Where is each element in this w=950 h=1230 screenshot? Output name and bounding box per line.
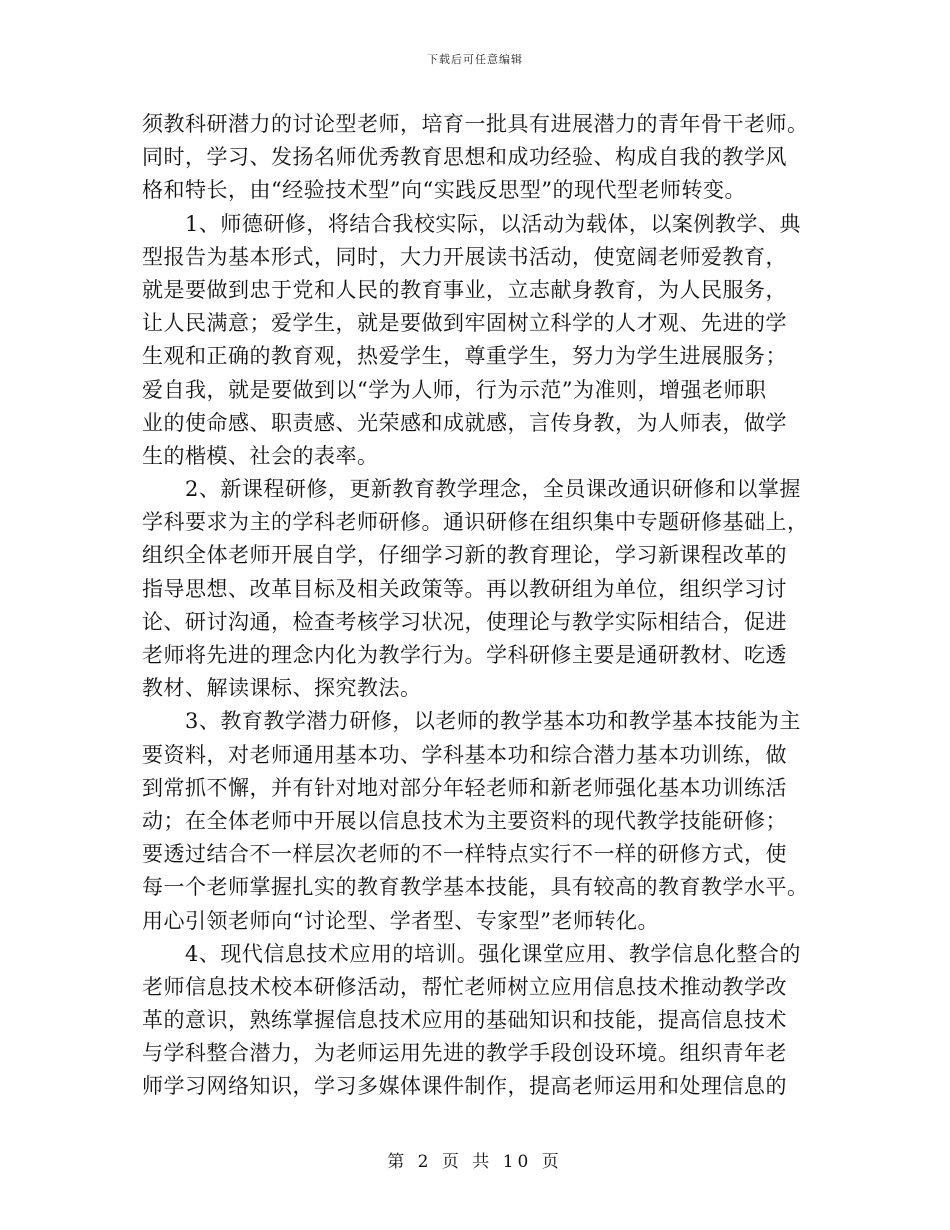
text-line: 3、教育教学潜力研修，以老师的教学基本功和教学基本技能为主	[185, 709, 801, 734]
text-line: 2、新课程研修，更新教育教学理念，全员课改通识研修和以掌握	[185, 477, 801, 502]
text-line: 同时，学习、发扬名师优秀教育思想和成功经验、构成自我的教学风	[142, 145, 787, 170]
text-line: 就是要做到忠于党和人民的教育事业，立志献身教育，为人民服务，	[142, 277, 787, 302]
text-line: 革的意识，熟练掌握信息技术应用的基础知识和技能，提高信息技术	[142, 1008, 787, 1033]
text-line: 每一个老师掌握扎实的教育教学基本技能，具有较高的教育教学水平。	[142, 875, 809, 900]
text-line: 生的楷模、社会的表率。	[142, 443, 379, 468]
text-line: 动；在全体老师中开展以信息技术为主要资料的现代教学技能研修；	[142, 808, 787, 833]
page-footer: 第 2 页 共 10 页	[387, 1152, 563, 1172]
text-line: 要透过结合不一样层次老师的不一样特点实行不一样的研修方式，使	[142, 842, 787, 867]
text-line: 格和特长，由“经验技术型”向“实践反思型”的现代型老师转变。	[142, 178, 746, 203]
text-line: 须教科研潜力的讨论型老师，培育一批具有进展潜力的青年骨干老师。	[142, 112, 809, 136]
text-line: 师学习网络知识，学习多媒体课件制作，提高老师运用和处理信息的	[142, 1074, 787, 1099]
text-line: 1、师德研修，将结合我校实际，以活动为载体，以案例教学、典	[185, 211, 801, 236]
page-header: 下载后可任意编辑	[427, 53, 523, 66]
text-line: 老师信息技术校本研修活动，帮忙老师树立应用信息技术推动教学改	[142, 974, 787, 999]
text-line: 用心引领老师向“讨论型、学者型、专家型”老师转化。	[142, 908, 659, 933]
text-line: 4、现代信息技术应用的培训。强化课堂应用、教学信息化整合的	[185, 941, 801, 966]
text-line: 业的使命感、职责感、光荣感和成就感，言传身教，为人师表，做学	[142, 410, 787, 435]
text-line: 学科要求为主的学科老师研修。通识研修在组织集中专题研修基础上，	[142, 510, 809, 535]
text-line: 教材、解读课标、探究教法。	[142, 676, 422, 701]
text-line: 让人民满意；爱学生，就是要做到牢固树立科学的人才观、先进的学	[142, 311, 787, 336]
text-line: 生观和正确的教育观，热爱学生，尊重学生，努力为学生进展服务；	[142, 344, 787, 369]
text-line: 论、研讨沟通，检查考核学习状况，使理论与教学实际相结合，促进	[142, 609, 787, 634]
text-line: 指导思想、改革目标及相关政策等。再以教研组为单位，组织学习讨	[142, 576, 787, 601]
text-line: 爱自我，就是要做到以“学为人师，行为示范”为准则，增强老师职	[142, 377, 767, 402]
text-line: 与学科整合潜力，为老师运用先进的教学手段创设环境。组织青年老	[142, 1041, 787, 1066]
text-line: 组织全体老师开展自学，仔细学习新的教育理论，学习新课程改革的	[142, 543, 787, 568]
text-line: 型报告为基本形式，同时，大力开展读书活动，使宽阔老师爱教育，	[142, 244, 787, 269]
document-body	[142, 108, 814, 1104]
text-line: 到常抓不懈，并有针对地对部分年轻老师和新老师强化基本功训练活	[142, 775, 787, 800]
text-line: 老师将先进的理念内化为教学行为。学科研修主要是通研教材、吃透	[142, 643, 787, 667]
text-line: 要资料，对老师通用基本功、学科基本功和综合潜力基本功训练，做	[142, 742, 787, 767]
